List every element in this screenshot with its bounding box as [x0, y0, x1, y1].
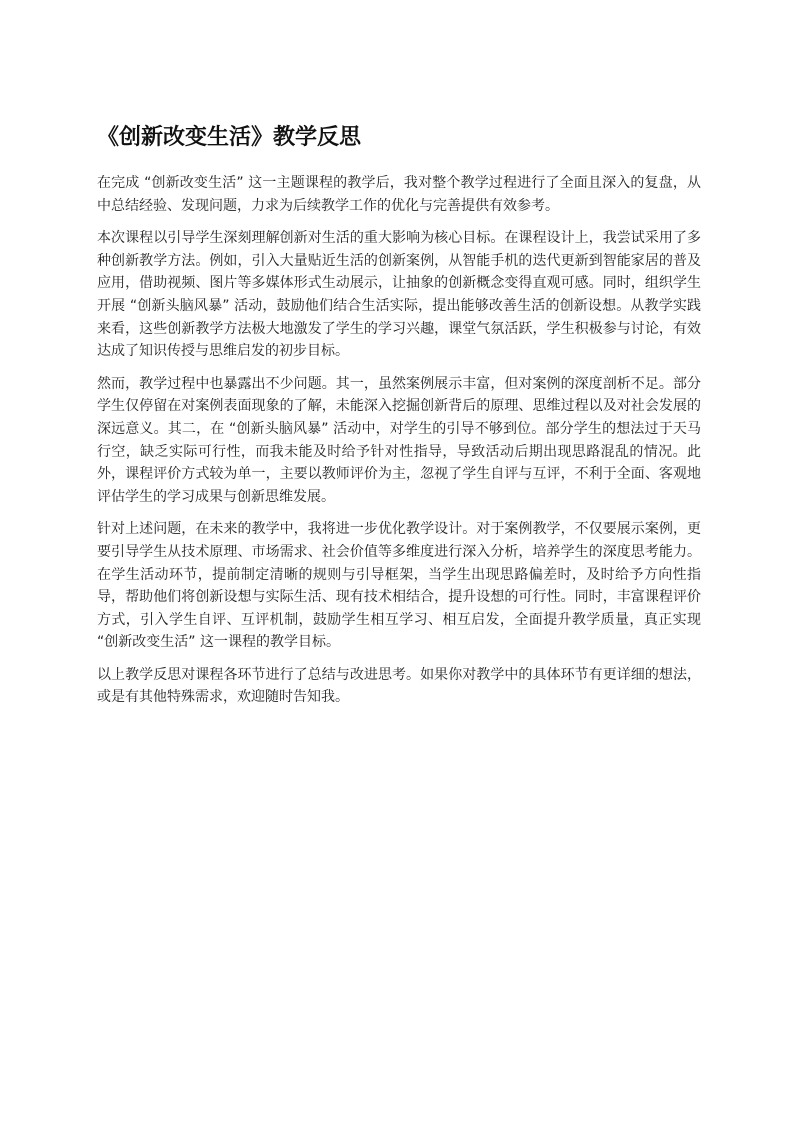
- document-title: 《创新改变生活》教学反思: [97, 125, 362, 150]
- document-page: [97, 120, 701, 719]
- paragraph-goals-methods: 本次课程以引导学生深刻理解创新对生活的重大影响为核心目标。在课程设计上，我尝试采用了多种创新教学方法。例如，引入大量贴近生活的创新案例，从智能手机的迭代更新到智能家居的普及应用，借助视频、图片等多媒体形式生动展示，让抽象的创新概念变得直观可感。同时，组织学生开展 “创新头脑风暴” 活动，鼓励他们结合生活实际，提出能够改善生活的创新设想。从教学实践来看，这些创新教学方法极大地激发了学生的学习兴趣，课堂气氛活跃，学生积极参与讨论，有效达成了知识传授与思维启发的初步目标。: [97, 230, 701, 360]
- paragraph-improvements: 针对上述问题，在未来的教学中，我将进一步优化教学设计。对于案例教学，不仅要展示案例，更要引导学生从技术原理、市场需求、社会价值等多维度进行深入分析，培养学生的深度思考能力。在学生活动环节，提前制定清晰的规则与引导框架，当学生出现思路偏差时，及时给予方向性指导，帮助他们将创新设想与实际生活、现有技术相结合，提升设想的可行性。同时，丰富课程评价方式，引入学生自评、互评机制，鼓励学生相互学习、相互启发，全面提升教学质量，真正实现 “创新改变生活” 这一课程的教学目标。: [97, 521, 701, 651]
- paragraph-problems: 然而，教学过程中也暴露出不少问题。其一，虽然案例展示丰富，但对案例的深度剖析不足。部分学生仅停留在对案例表面现象的了解，未能深入挖掘创新背后的原理、思维过程以及对社会发展的深远意义。其二，在 “创新头脑风暴” 活动中，对学生的引导不够到位。部分学生的想法过于天马行空，缺乏实际可行性，而我未能及时给予针对性指导，导致活动后期出现思路混乱的情况。此外，课程评价方式较为单一，主要以教师评价为主，忽视了学生自评与互评，不利于全面、客观地评估学生的学习成果与创新思维发展。: [97, 375, 701, 505]
- paragraph-closing: 以上教学反思对课程各环节进行了总结与改进思考。如果你对教学中的具体环节有更详细的想法，或是有其他特殊需求，欢迎随时告知我。: [97, 666, 701, 706]
- paragraph-intro: 在完成 “创新改变生活” 这一主题课程的教学后，我对整个教学过程进行了全面且深入的复盘，从中总结经验、发现问题，力求为后续教学工作的优化与完善提供有效参考。: [97, 175, 701, 214]
